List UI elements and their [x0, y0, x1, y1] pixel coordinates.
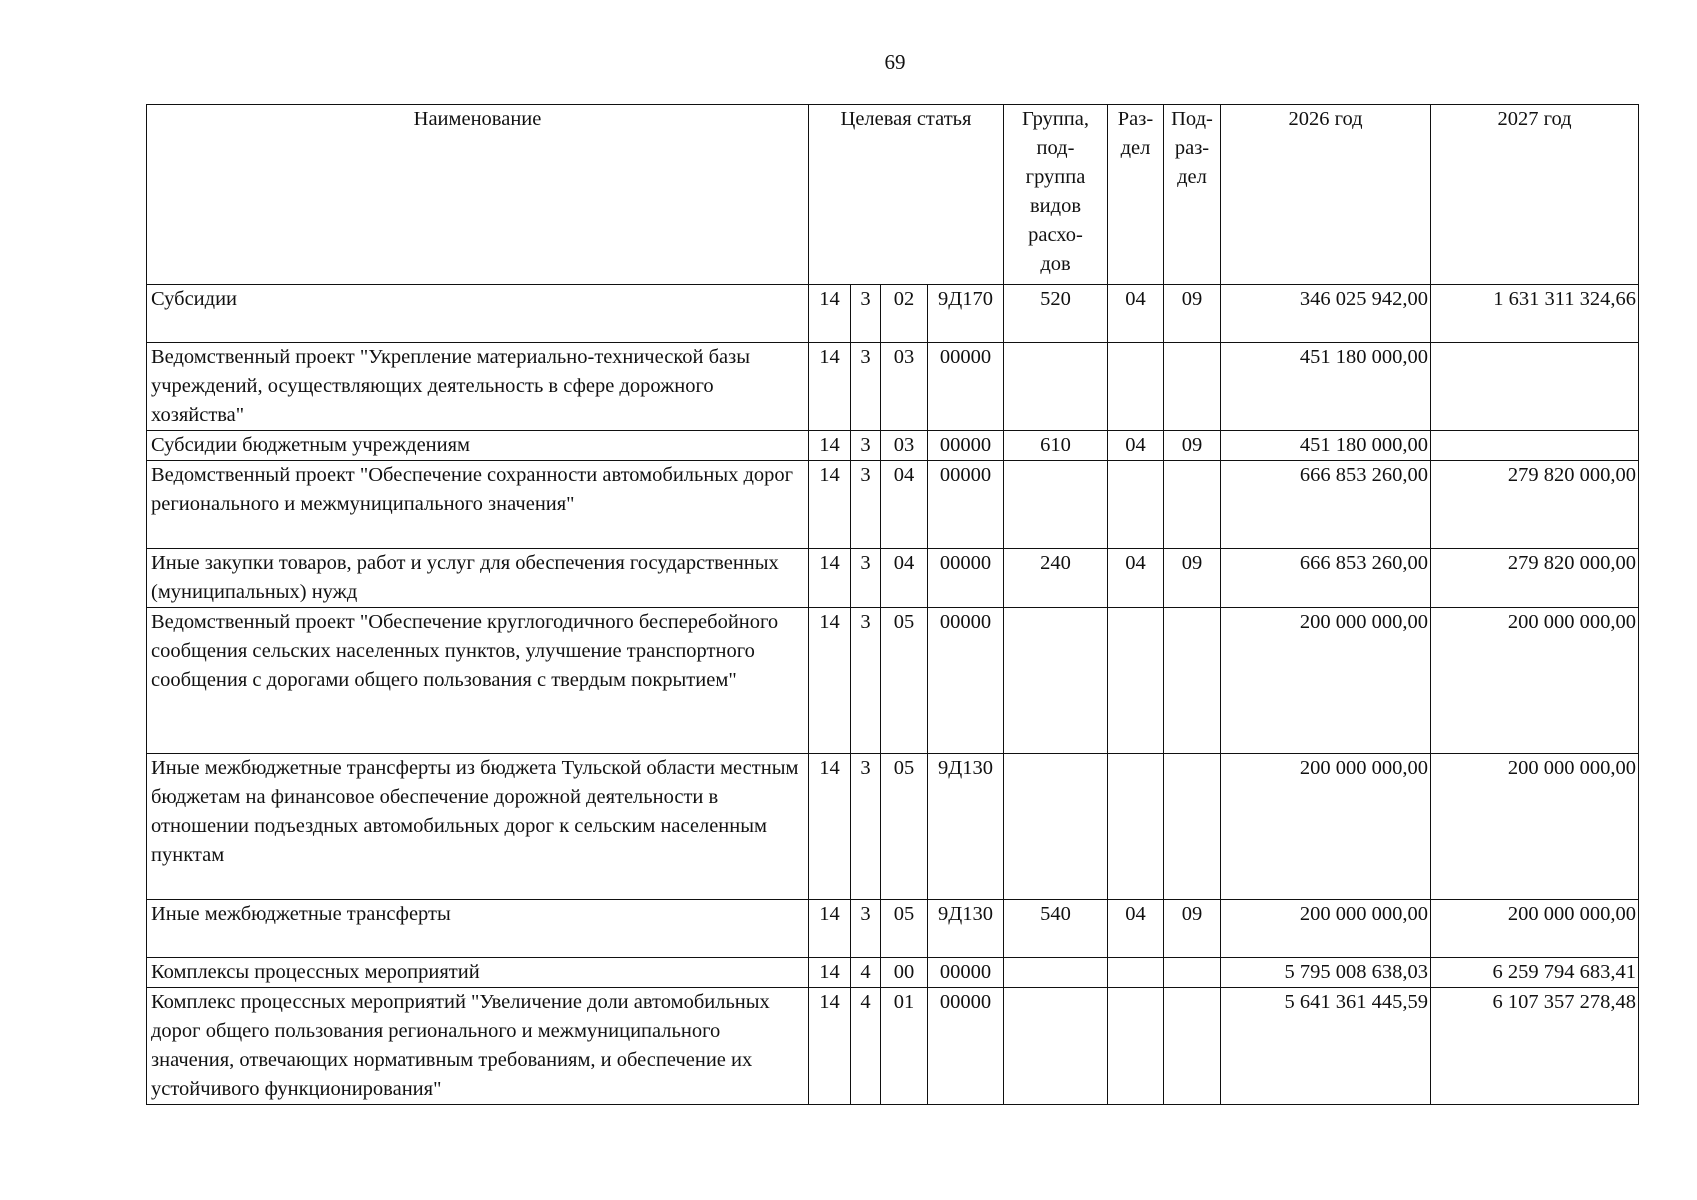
amount-2026: 200 000 000,00 — [1221, 900, 1431, 958]
article-code-2: 3 — [851, 549, 881, 608]
expense-group — [1004, 461, 1108, 549]
article-code-4: 00000 — [928, 958, 1004, 988]
article-code-4: 00000 — [928, 461, 1004, 549]
article-code-4: 00000 — [928, 608, 1004, 754]
header-name: Наименование — [147, 105, 809, 285]
row-name: Субсидии — [147, 285, 809, 343]
section: 04 — [1108, 549, 1164, 608]
article-code-1: 14 — [809, 608, 851, 754]
row-name: Иные межбюджетные трансферты из бюджета Тульской области местным бюджетам на финансовое обеспечение дорожной деятельности в отношении подъездных автомобильных дорог к сельским населенным пунктам — [147, 754, 809, 900]
table-row — [147, 285, 1639, 343]
article-code-4: 00000 — [928, 431, 1004, 461]
article-code-3: 00 — [881, 958, 928, 988]
table-row — [147, 988, 1639, 1105]
header-group: Группа, под- группа видов расхо- дов — [1004, 105, 1108, 285]
amount-2027 — [1431, 343, 1639, 431]
section: 04 — [1108, 431, 1164, 461]
table-row — [147, 958, 1639, 988]
expense-group — [1004, 754, 1108, 900]
subsection: 09 — [1164, 900, 1221, 958]
amount-2026: 346 025 942,00 — [1221, 285, 1431, 343]
amount-2027: 6 107 357 278,48 — [1431, 988, 1639, 1105]
expense-group — [1004, 343, 1108, 431]
page-number: 69 — [884, 50, 906, 74]
section — [1108, 958, 1164, 988]
amount-2026: 5 641 361 445,59 — [1221, 988, 1431, 1105]
article-code-3: 04 — [881, 461, 928, 549]
article-code-3: 02 — [881, 285, 928, 343]
expense-group: 520 — [1004, 285, 1108, 343]
budget-table — [146, 104, 1639, 1105]
article-code-3: 04 — [881, 549, 928, 608]
subsection — [1164, 461, 1221, 549]
table-row — [147, 608, 1639, 754]
row-name: Иные закупки товаров, работ и услуг для обеспечения государственных (муниципальных) нужд — [147, 549, 809, 608]
section — [1108, 608, 1164, 754]
amount-2027: 279 820 000,00 — [1431, 549, 1639, 608]
amount-2027: 200 000 000,00 — [1431, 900, 1639, 958]
article-code-2: 3 — [851, 285, 881, 343]
amount-2027: 6 259 794 683,41 — [1431, 958, 1639, 988]
article-code-1: 14 — [809, 988, 851, 1105]
row-name: Комплекс процессных мероприятий "Увеличение доли автомобильных дорог общего пользования регионального и межмуниципального значения, отвечающих нормативным требованиям, и обеспечение их устойчивого функционирования" — [147, 988, 809, 1105]
article-code-1: 14 — [809, 754, 851, 900]
amount-2027: 200 000 000,00 — [1431, 754, 1639, 900]
section — [1108, 461, 1164, 549]
subsection — [1164, 754, 1221, 900]
subsection: 09 — [1164, 285, 1221, 343]
article-code-1: 14 — [809, 461, 851, 549]
article-code-3: 05 — [881, 900, 928, 958]
header-row — [147, 105, 1639, 285]
amount-2027: 200 000 000,00 — [1431, 608, 1639, 754]
table-row — [147, 754, 1639, 900]
row-name: Субсидии бюджетным учреждениям — [147, 431, 809, 461]
expense-group — [1004, 958, 1108, 988]
article-code-1: 14 — [809, 343, 851, 431]
article-code-1: 14 — [809, 900, 851, 958]
article-code-2: 3 — [851, 754, 881, 900]
amount-2026: 451 180 000,00 — [1221, 343, 1431, 431]
article-code-2: 3 — [851, 431, 881, 461]
amount-2026: 666 853 260,00 — [1221, 461, 1431, 549]
subsection — [1164, 958, 1221, 988]
article-code-3: 05 — [881, 754, 928, 900]
article-code-3: 03 — [881, 431, 928, 461]
article-code-3: 01 — [881, 988, 928, 1105]
article-code-1: 14 — [809, 431, 851, 461]
expense-group: 240 — [1004, 549, 1108, 608]
amount-2026: 200 000 000,00 — [1221, 754, 1431, 900]
subsection: 09 — [1164, 431, 1221, 461]
amount-2027: 1 631 311 324,66 — [1431, 285, 1639, 343]
section — [1108, 754, 1164, 900]
table-row — [147, 461, 1639, 549]
subsection — [1164, 988, 1221, 1105]
expense-group — [1004, 988, 1108, 1105]
article-code-3: 03 — [881, 343, 928, 431]
article-code-4: 9Д130 — [928, 900, 1004, 958]
article-code-3: 05 — [881, 608, 928, 754]
amount-2026: 200 000 000,00 — [1221, 608, 1431, 754]
row-name: Иные межбюджетные трансферты — [147, 900, 809, 958]
article-code-4: 00000 — [928, 549, 1004, 608]
amount-2026: 451 180 000,00 — [1221, 431, 1431, 461]
header-year-2026: 2026 год — [1221, 105, 1431, 285]
header-year-2027: 2027 год — [1431, 105, 1639, 285]
article-code-4: 00000 — [928, 988, 1004, 1105]
table-row — [147, 900, 1639, 958]
section: 04 — [1108, 900, 1164, 958]
amount-2027 — [1431, 431, 1639, 461]
row-name: Ведомственный проект "Укрепление материально-технической базы учреждений, осуществляющих деятельность в сфере дорожного хозяйства" — [147, 343, 809, 431]
header-section: Раз- дел — [1108, 105, 1164, 285]
section: 04 — [1108, 285, 1164, 343]
article-code-4: 9Д170 — [928, 285, 1004, 343]
article-code-4: 9Д130 — [928, 754, 1004, 900]
article-code-2: 3 — [851, 608, 881, 754]
article-code-1: 14 — [809, 958, 851, 988]
section — [1108, 988, 1164, 1105]
table-row — [147, 343, 1639, 431]
section — [1108, 343, 1164, 431]
row-name: Ведомственный проект "Обеспечение круглогодичного бесперебойного сообщения сельских населенных пунктов, улучшение транспортного сообщения с дорогами общего пользования с твердым покрытием" — [147, 608, 809, 754]
article-code-2: 3 — [851, 900, 881, 958]
header-subsection: Под- раз- дел — [1164, 105, 1221, 285]
amount-2026: 5 795 008 638,03 — [1221, 958, 1431, 988]
row-name: Ведомственный проект "Обеспечение сохранности автомобильных дорог регионального и межмуниципального значения" — [147, 461, 809, 549]
article-code-1: 14 — [809, 285, 851, 343]
subsection: 09 — [1164, 549, 1221, 608]
amount-2027: 279 820 000,00 — [1431, 461, 1639, 549]
expense-group — [1004, 608, 1108, 754]
amount-2026: 666 853 260,00 — [1221, 549, 1431, 608]
article-code-1: 14 — [809, 549, 851, 608]
expense-group: 540 — [1004, 900, 1108, 958]
table-row — [147, 549, 1639, 608]
expense-group: 610 — [1004, 431, 1108, 461]
row-name: Комплексы процессных мероприятий — [147, 958, 809, 988]
article-code-2: 3 — [851, 343, 881, 431]
table-row — [147, 431, 1639, 461]
article-code-2: 4 — [851, 988, 881, 1105]
article-code-2: 4 — [851, 958, 881, 988]
article-code-2: 3 — [851, 461, 881, 549]
subsection — [1164, 343, 1221, 431]
header-target-article: Целевая статья — [809, 105, 1004, 285]
article-code-4: 00000 — [928, 343, 1004, 431]
subsection — [1164, 608, 1221, 754]
